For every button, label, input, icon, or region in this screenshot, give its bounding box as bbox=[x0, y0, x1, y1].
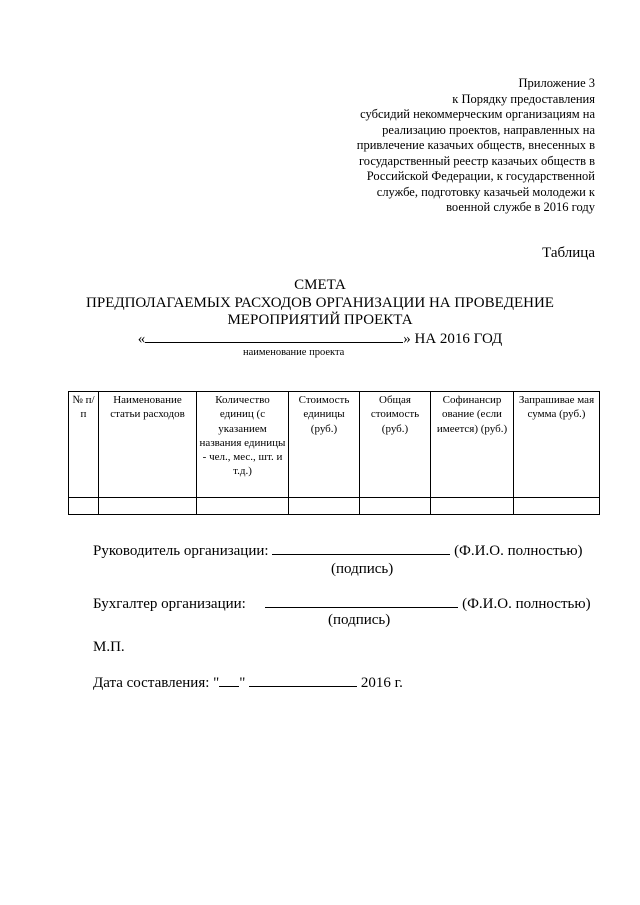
accountant-name-hint: (Ф.И.О. полностью) bbox=[462, 596, 591, 612]
column-header: Софинансир ование (если имеется) (руб.) bbox=[431, 392, 514, 498]
table-row bbox=[69, 498, 600, 515]
head-signature-line bbox=[93, 541, 583, 560]
column-header: Запрашивае мая сумма (руб.) bbox=[514, 392, 600, 498]
estimate-table bbox=[68, 391, 600, 515]
appendix-note bbox=[295, 76, 595, 216]
stamp-placeholder: М.П. bbox=[93, 639, 125, 655]
appendix-line: службе, подготовку казачьей молодежи к bbox=[376, 184, 595, 199]
appendix-line: субсидий некоммерческим организациям на bbox=[360, 107, 595, 121]
accountant-signature-blank bbox=[265, 594, 458, 608]
year-suffix: » НА 2016 ГОД bbox=[403, 330, 503, 347]
head-label: Руководитель организации: bbox=[93, 543, 269, 559]
date-month-blank bbox=[249, 673, 357, 687]
column-header: Наименование статьи расходов bbox=[99, 392, 197, 498]
title-line-1: СМЕТА bbox=[294, 277, 346, 293]
column-header: Количество единиц (с указанием названия единицы - чел., мес., шт. и т.д.) bbox=[197, 392, 289, 498]
project-name-caption: наименование проекта bbox=[243, 347, 345, 358]
appendix-line: Приложение 3 bbox=[518, 76, 595, 90]
head-signature-blank bbox=[272, 541, 450, 555]
head-signature-caption: (подпись) bbox=[331, 561, 394, 577]
head-name-hint: (Ф.И.О. полностью) bbox=[454, 543, 583, 559]
project-name-blank bbox=[145, 330, 403, 343]
table-cell bbox=[197, 498, 289, 515]
appendix-line: к Порядку предоставления bbox=[452, 91, 595, 106]
appendix-line: государственный реестр казачьих обществ в bbox=[358, 153, 595, 168]
date-line bbox=[93, 673, 403, 692]
column-header: № п/п bbox=[69, 392, 99, 498]
open-quote: « bbox=[137, 330, 146, 347]
table-header-row bbox=[69, 392, 600, 498]
appendix-line: привлечение казачьих обществ, внесенных в bbox=[356, 138, 595, 152]
accountant-signature-caption: (подпись) bbox=[328, 612, 391, 628]
document-title bbox=[0, 277, 640, 348]
date-quote: " bbox=[239, 675, 246, 691]
title-line-3: МЕРОПРИЯТИЙ ПРОЕКТА bbox=[227, 312, 413, 328]
column-header: Стоимость единицы (руб.) bbox=[289, 392, 360, 498]
date-day-blank bbox=[219, 673, 239, 687]
column-header: Общая стоимость (руб.) bbox=[360, 392, 431, 498]
date-label: Дата составления: " bbox=[93, 675, 220, 691]
table-cell bbox=[360, 498, 431, 515]
appendix-line: военной службе в 2016 году bbox=[446, 200, 595, 214]
table-cell bbox=[431, 498, 514, 515]
date-year: 2016 г. bbox=[360, 675, 403, 691]
table-cell bbox=[514, 498, 600, 515]
table-cell bbox=[289, 498, 360, 515]
table-cell bbox=[99, 498, 197, 515]
appendix-line: Российской Федерации, к государственной bbox=[366, 169, 595, 183]
table-cell bbox=[69, 498, 99, 515]
table-label: Таблица bbox=[542, 245, 595, 261]
accountant-label: Бухгалтер организации: bbox=[93, 596, 246, 612]
project-name-line bbox=[0, 330, 640, 349]
title-line-2: ПРЕДПОЛАГАЕМЫХ РАСХОДОВ ОРГАНИЗАЦИИ НА ПРОВЕДЕНИЕ bbox=[86, 294, 554, 311]
appendix-line: реализацию проектов, направленных на bbox=[382, 122, 595, 137]
